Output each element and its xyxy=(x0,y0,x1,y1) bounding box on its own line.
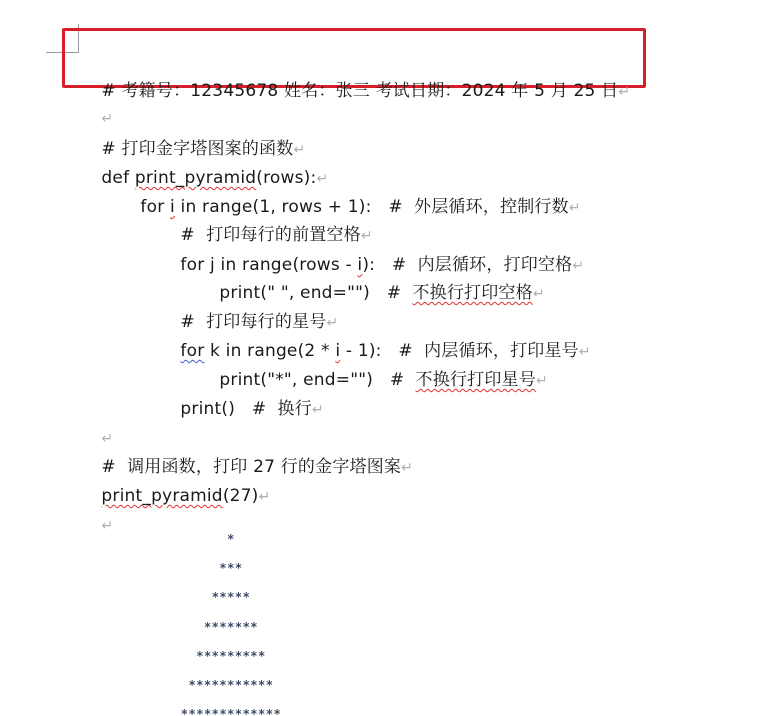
for-j-prefix: for j in range(rows - xyxy=(180,255,358,275)
code-line-print-newline[interactable] xyxy=(158,376,324,443)
pyramid-row: ************* xyxy=(180,707,282,716)
paragraph-mark: ↵ xyxy=(572,258,585,274)
paragraph-mark: ↵ xyxy=(101,111,114,127)
print-newline-code: print() # 换行 xyxy=(180,399,312,419)
paragraph-mark: ↵ xyxy=(401,460,414,476)
paragraph-mark: ↵ xyxy=(568,200,581,216)
empty-line[interactable] xyxy=(79,492,113,559)
paragraph-mark: ↵ xyxy=(293,142,306,158)
header-line[interactable] xyxy=(79,58,630,125)
paragraph-mark: ↵ xyxy=(101,431,114,447)
print-star-code: print("*", end="") # xyxy=(219,370,416,390)
for-keyword: for xyxy=(140,197,171,217)
comment-text: # 打印每行的星号 xyxy=(180,312,327,332)
paragraph-mark: ↵ xyxy=(311,402,324,418)
pyramid-row: ***** xyxy=(211,590,251,605)
for-outer-rest: in range(1, rows + 1): # 外层循环，控制行数 xyxy=(174,197,569,217)
pyramid-row: *********** xyxy=(188,678,274,692)
paragraph-mark: ↵ xyxy=(316,171,329,187)
header-text: # 考籍号：12345678 姓名：张三 考试日期：2024 年 5 月 25 日 xyxy=(101,81,619,101)
pyramid-row: ******* xyxy=(203,619,259,634)
paragraph-mark: ↵ xyxy=(618,84,631,100)
def-keyword: def xyxy=(101,168,135,188)
for-k-mid: k in range(2 * xyxy=(204,341,336,361)
function-name: print_pyramid xyxy=(134,168,257,188)
for-k-rest: - 1): # 内层循环，打印星号 xyxy=(340,341,579,361)
paragraph-mark: ↵ xyxy=(101,518,114,534)
paragraph-mark: ↵ xyxy=(326,315,339,331)
for-keyword: for xyxy=(180,341,205,361)
pyramid-row: *** xyxy=(219,561,243,576)
paragraph-mark: ↵ xyxy=(578,344,591,360)
comment-text: # 调用函数，打印 27 行的金字塔图案 xyxy=(101,457,402,477)
print-star-comment: 不换行打印星号 xyxy=(415,370,536,390)
function-call-name: print_pyramid xyxy=(101,486,223,506)
call-args: (27) xyxy=(222,486,259,506)
print-space-code: print(" ", end="") # xyxy=(219,283,413,303)
def-params: (rows): xyxy=(256,168,317,188)
loop-var-i: i xyxy=(357,255,363,275)
comment-text: # 打印金字塔图案的函数 xyxy=(101,139,294,159)
comment-text: # 打印每行的前置空格 xyxy=(180,225,361,245)
pyramid-row: * xyxy=(227,532,235,546)
paragraph-mark: ↵ xyxy=(532,286,545,302)
loop-var-i: i xyxy=(170,197,175,217)
paragraph-mark: ↵ xyxy=(258,489,271,505)
for-j-rest: ): # 内层循环，打印空格 xyxy=(362,255,573,275)
paragraph-mark: ↵ xyxy=(360,228,373,244)
print-space-comment: 不换行打印空格 xyxy=(412,283,533,303)
loop-var-i: i xyxy=(335,341,341,361)
paragraph-mark: ↵ xyxy=(535,373,548,389)
pyramid-row: ********* xyxy=(196,648,266,663)
